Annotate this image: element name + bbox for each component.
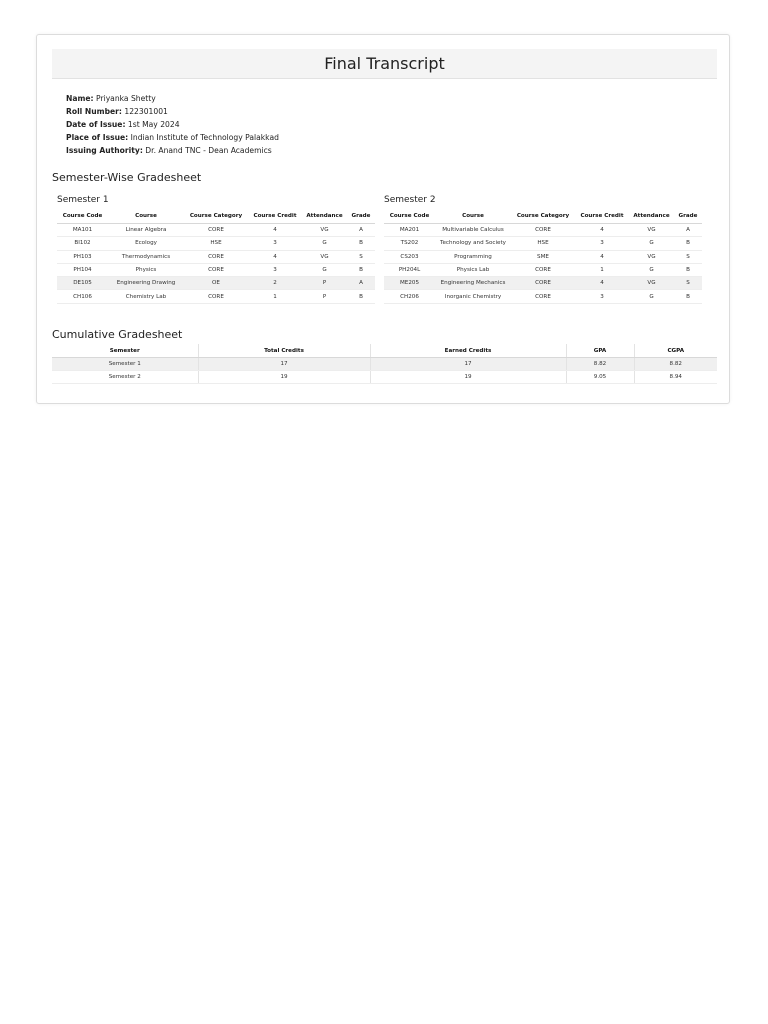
table-cell: CORE xyxy=(184,290,248,303)
table-cell: S xyxy=(347,250,375,263)
table-cell: B xyxy=(674,237,702,250)
table-row xyxy=(57,224,375,237)
table-cell: Technology and Society xyxy=(435,237,511,250)
table-cell: A xyxy=(674,224,702,237)
semester-1-title: Semester 1 xyxy=(57,195,109,205)
table-cell: 4 xyxy=(575,224,629,237)
table-row xyxy=(384,290,702,303)
table-cell: 4 xyxy=(575,277,629,290)
semester-2-table xyxy=(384,209,702,304)
table-cell: 3 xyxy=(575,290,629,303)
table-row xyxy=(384,263,702,276)
table-cell: 1 xyxy=(575,263,629,276)
column-header: Total Credits xyxy=(198,344,370,358)
table-cell: VG xyxy=(629,250,674,263)
table-cell: G xyxy=(302,263,347,276)
table-cell: A xyxy=(347,224,375,237)
table-cell: Ecology xyxy=(108,237,184,250)
table-cell: G xyxy=(629,237,674,250)
table-cell: G xyxy=(629,263,674,276)
column-header: Course Category xyxy=(184,209,248,224)
page-title: Final Transcript xyxy=(52,49,717,79)
place-of-issue: Indian Institute of Technology Palakkad xyxy=(130,133,279,142)
table-cell: PH104 xyxy=(57,263,108,276)
column-header: CGPA xyxy=(634,344,717,358)
table-cell: VG xyxy=(302,250,347,263)
column-header: Course xyxy=(108,209,184,224)
table-row xyxy=(57,250,375,263)
table-cell: CORE xyxy=(184,224,248,237)
table-cell: CORE xyxy=(184,263,248,276)
table-cell: PH103 xyxy=(57,250,108,263)
table-cell: Chemistry Lab xyxy=(108,290,184,303)
table-cell: VG xyxy=(629,277,674,290)
table-cell: 3 xyxy=(248,237,302,250)
table-cell: Programming xyxy=(435,250,511,263)
table-cell: 9.05 xyxy=(566,371,634,384)
column-header: Semester xyxy=(52,344,198,358)
date-of-issue: 1st May 2024 xyxy=(127,120,180,129)
table-cell: Inorganic Chemistry xyxy=(435,290,511,303)
table-row xyxy=(57,263,375,276)
table-header-row xyxy=(57,209,375,224)
table-row xyxy=(57,277,375,290)
table-cell: VG xyxy=(629,224,674,237)
table-cell: 4 xyxy=(248,250,302,263)
table-cell: CORE xyxy=(184,250,248,263)
table-row xyxy=(52,358,717,371)
column-header: Course Category xyxy=(511,209,575,224)
table-cell: ME205 xyxy=(384,277,435,290)
table-header-row xyxy=(384,209,702,224)
table-cell: 19 xyxy=(370,371,566,384)
student-info xyxy=(66,92,279,157)
table-cell: VG xyxy=(302,224,347,237)
transcript-card xyxy=(36,34,730,404)
roll-line: Roll Number: 122301001 xyxy=(66,107,168,116)
table-cell: Physics Lab xyxy=(435,263,511,276)
table-cell: CH106 xyxy=(57,290,108,303)
table-row xyxy=(57,237,375,250)
cumulative-heading: Cumulative Gradesheet xyxy=(52,328,183,341)
column-header: Earned Credits xyxy=(370,344,566,358)
table-cell: 1 xyxy=(248,290,302,303)
table-cell: CORE xyxy=(511,224,575,237)
table-cell: 3 xyxy=(575,237,629,250)
table-cell: S xyxy=(674,250,702,263)
table-cell: SME xyxy=(511,250,575,263)
table-cell: P xyxy=(302,277,347,290)
table-cell: 8.94 xyxy=(634,371,717,384)
table-row xyxy=(57,290,375,303)
table-cell: B xyxy=(347,290,375,303)
table-cell: Semester 1 xyxy=(52,358,198,371)
column-header: GPA xyxy=(566,344,634,358)
table-cell: Thermodynamics xyxy=(108,250,184,263)
column-header: Attendance xyxy=(302,209,347,224)
column-header: Course Credit xyxy=(248,209,302,224)
table-cell: 19 xyxy=(198,371,370,384)
semester-wise-heading: Semester-Wise Gradesheet xyxy=(52,171,202,184)
table-cell: Physics xyxy=(108,263,184,276)
table-cell: P xyxy=(302,290,347,303)
table-cell: S xyxy=(674,277,702,290)
table-cell: MA201 xyxy=(384,224,435,237)
column-header: Grade xyxy=(347,209,375,224)
cumulative-table xyxy=(52,344,717,384)
table-cell: 4 xyxy=(575,250,629,263)
table-cell: B xyxy=(347,237,375,250)
table-cell: B xyxy=(347,263,375,276)
table-cell: Multivariable Calculus xyxy=(435,224,511,237)
table-cell: MA101 xyxy=(57,224,108,237)
table-cell: Engineering Mechanics xyxy=(435,277,511,290)
issuing-authority: Dr. Anand TNC - Dean Academics xyxy=(145,146,272,155)
table-header-row xyxy=(52,344,717,358)
table-cell: 8.82 xyxy=(566,358,634,371)
table-row xyxy=(384,224,702,237)
semester-1-table xyxy=(57,209,375,304)
table-cell: 4 xyxy=(248,224,302,237)
semester-2-title: Semester 2 xyxy=(384,195,436,205)
table-cell: 17 xyxy=(370,358,566,371)
table-cell: A xyxy=(347,277,375,290)
table-cell: CS203 xyxy=(384,250,435,263)
table-cell: CORE xyxy=(511,290,575,303)
table-cell: PH204L xyxy=(384,263,435,276)
column-header: Course Code xyxy=(57,209,108,224)
table-cell: CORE xyxy=(511,277,575,290)
table-cell: B xyxy=(674,290,702,303)
table-cell: Linear Algebra xyxy=(108,224,184,237)
column-header: Course Code xyxy=(384,209,435,224)
place-line: Place of Issue: Indian Institute of Technology Palakkad xyxy=(66,133,279,142)
table-cell: G xyxy=(629,290,674,303)
table-cell: HSE xyxy=(184,237,248,250)
column-header: Grade xyxy=(674,209,702,224)
table-cell: TS202 xyxy=(384,237,435,250)
table-cell: 17 xyxy=(198,358,370,371)
student-name: Priyanka Shetty xyxy=(96,94,156,103)
table-row xyxy=(52,371,717,384)
table-cell: G xyxy=(302,237,347,250)
table-cell: DE105 xyxy=(57,277,108,290)
table-cell: B xyxy=(674,263,702,276)
date-line: Date of Issue: 1st May 2024 xyxy=(66,120,180,129)
column-header: Course xyxy=(435,209,511,224)
column-header: Course Credit xyxy=(575,209,629,224)
roll-number: 122301001 xyxy=(124,107,168,116)
authority-line: Issuing Authority: Dr. Anand TNC - Dean Academics xyxy=(66,146,272,155)
table-cell: CH206 xyxy=(384,290,435,303)
table-cell: OE xyxy=(184,277,248,290)
table-cell: Engineering Drawing xyxy=(108,277,184,290)
name-line: Name: Priyanka Shetty xyxy=(66,94,156,103)
table-row xyxy=(384,237,702,250)
table-cell: HSE xyxy=(511,237,575,250)
column-header: Attendance xyxy=(629,209,674,224)
table-cell: BI102 xyxy=(57,237,108,250)
table-cell: Semester 2 xyxy=(52,371,198,384)
table-row xyxy=(384,250,702,263)
table-row xyxy=(384,277,702,290)
table-cell: 3 xyxy=(248,263,302,276)
table-cell: 2 xyxy=(248,277,302,290)
table-cell: CORE xyxy=(511,263,575,276)
table-cell: 8.82 xyxy=(634,358,717,371)
